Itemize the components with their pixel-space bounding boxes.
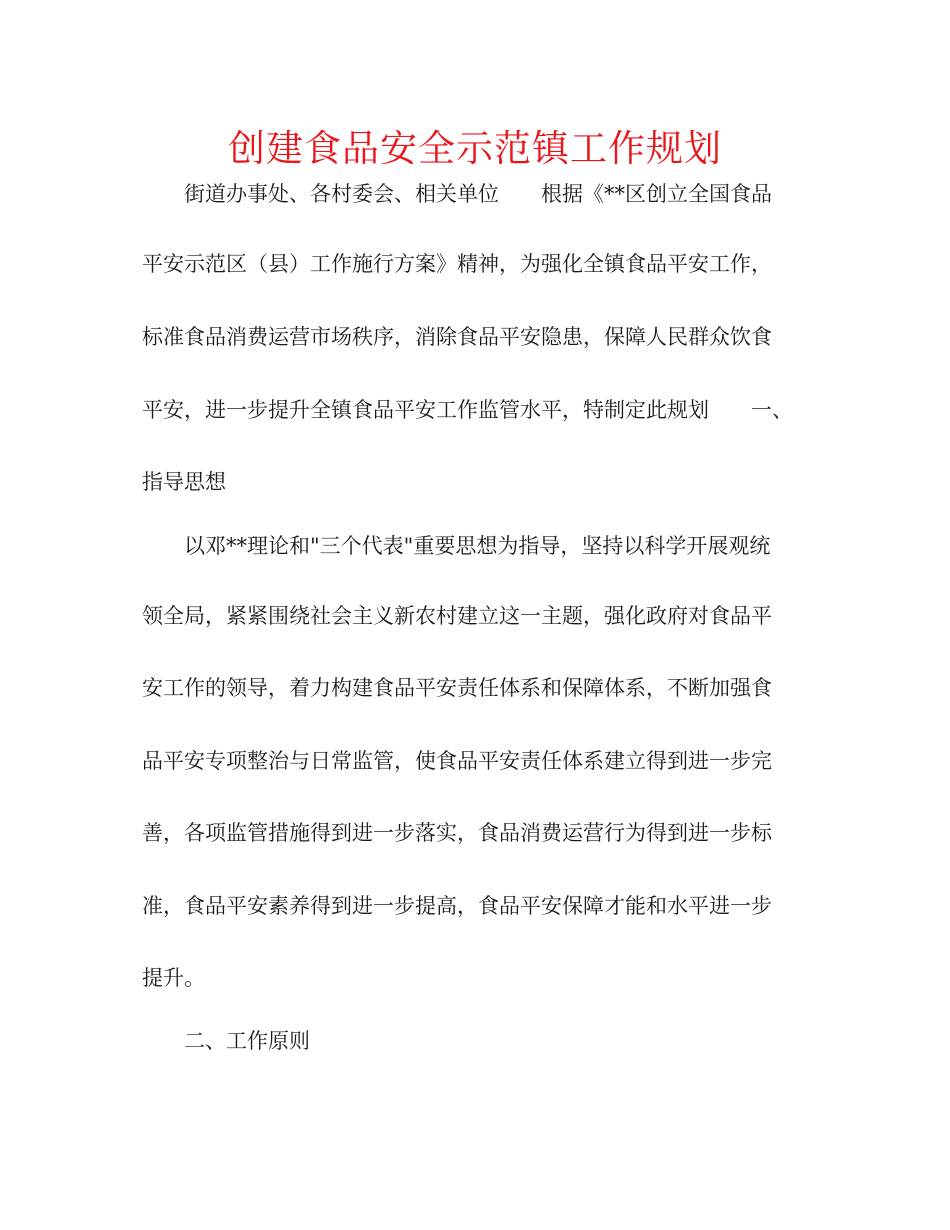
body-line-8: 安工作的领导，着力构建食品平安责任体系和保障体系，不断加强食 <box>142 676 772 700</box>
body-line-9: 品平安专项整治与日常监管，使食品平安责任体系建立得到进一步完 <box>142 749 772 773</box>
body-line-1: 街道办事处、各村委会、相关单位 根据《**区创立全国食品 <box>142 182 772 206</box>
section-heading-2: 二、工作原则 <box>142 1029 310 1053</box>
body-line-6: 以邓**理论和"三个代表"重要思想为指导，坚持以科学开展观统 <box>142 534 771 558</box>
body-line-7: 领全局，紧紧围绕社会主义新农村建立这一主题，强化政府对食品平 <box>142 604 772 628</box>
document-title: 创建食品安全示范镇工作规划 <box>228 127 722 170</box>
body-line-5: 指导思想 <box>142 470 226 494</box>
body-line-3: 标准食品消费运营市场秩序，消除食品平安隐患，保障人民群众饮食 <box>142 325 772 349</box>
body-line-2: 平安示范区（县）工作施行方案》精神，为强化全镇食品平安工作， <box>142 252 772 276</box>
body-line-12: 提升。 <box>142 966 205 990</box>
body-line-10: 善，各项监管措施得到进一步落实，食品消费运营行为得到进一步标 <box>142 821 772 845</box>
body-line-4: 平安，进一步提升全镇食品平安工作监管水平，特制定此规划 一、 <box>142 398 793 422</box>
body-line-11: 准，食品平安素养得到进一步提高，食品平安保障才能和水平进一步 <box>142 894 772 918</box>
